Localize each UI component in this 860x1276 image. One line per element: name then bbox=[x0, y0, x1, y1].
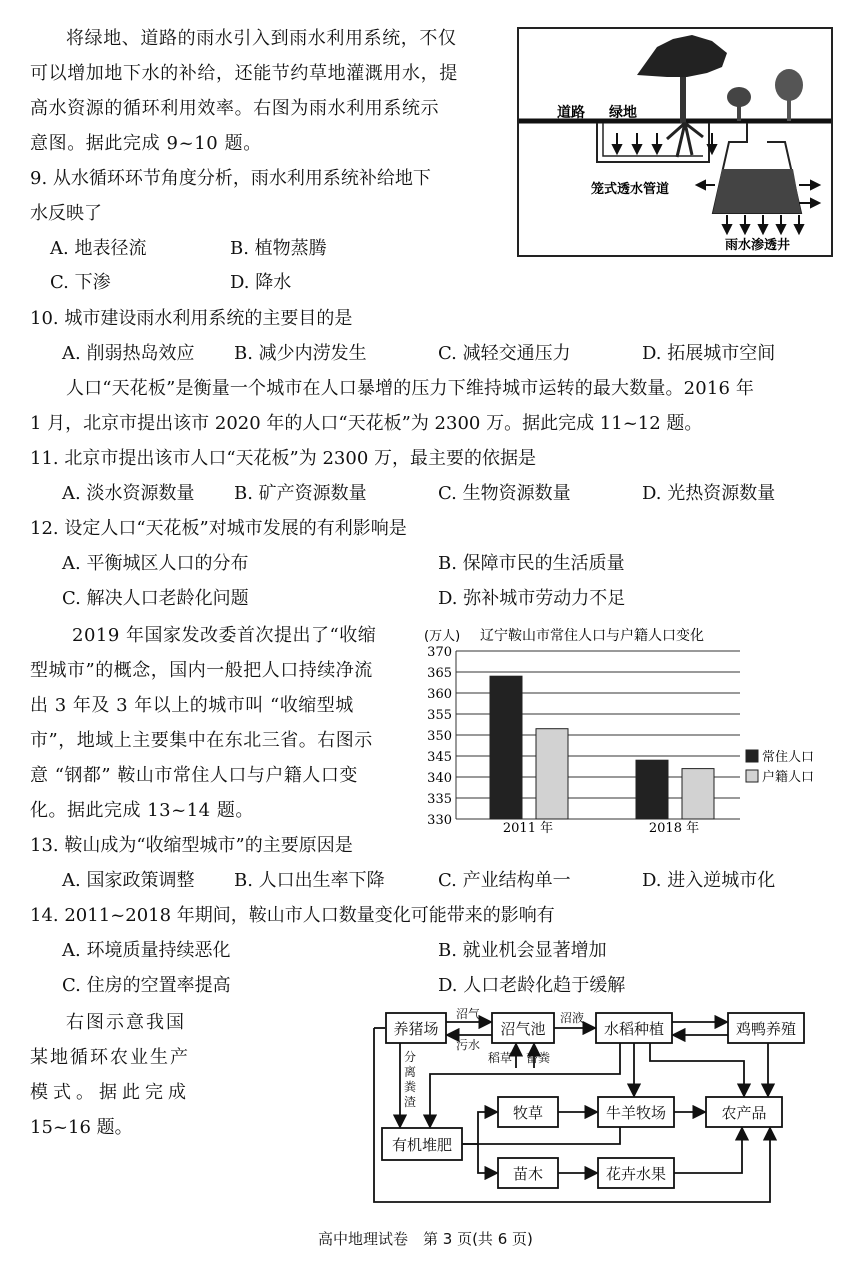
node-rice: 水稻种植 bbox=[603, 1020, 665, 1038]
q9-option-b[interactable]: B. 植物蒸腾 bbox=[230, 238, 327, 259]
chart-legend-swatch bbox=[746, 770, 758, 782]
chart-ytick-label: 345 bbox=[427, 750, 452, 765]
edge-separate-4: 渣 bbox=[404, 1095, 417, 1109]
q12-option-a[interactable]: A. 平衡城区人口的分布 bbox=[62, 553, 249, 574]
q9-option-a[interactable]: A. 地表径流 bbox=[50, 238, 147, 259]
intro3-line6: 化。据此完成 13~14 题。 bbox=[30, 800, 254, 821]
edge-separate-2: 离 bbox=[404, 1065, 417, 1079]
q13-option-c[interactable]: C. 产业结构单一 bbox=[438, 870, 571, 891]
intro2-line1: 人口“天花板”是衡量一个城市在人口暴增的压力下维持城市运转的最大数量。2016 年 bbox=[66, 378, 755, 399]
intro4-line2: 某地循环农业生产 bbox=[30, 1047, 190, 1068]
q11-option-c[interactable]: C. 生物资源数量 bbox=[438, 483, 571, 504]
label-road: 道路 bbox=[557, 105, 585, 121]
edge-separate-1: 分 bbox=[404, 1050, 417, 1064]
chart-ytick-label: 365 bbox=[427, 666, 452, 681]
intro1-line2: 可以增加地下水的补给，还能节约草地灌溉用水，提 bbox=[30, 63, 458, 84]
chart-ytick-label: 355 bbox=[427, 708, 452, 723]
q12-option-d[interactable]: D. 弥补城市劳动力不足 bbox=[438, 588, 626, 609]
q10-option-a[interactable]: A. 削弱热岛效应 bbox=[62, 343, 195, 364]
chart-ytick-label: 350 bbox=[427, 729, 452, 744]
q14-stem: 14. 2011~2018 年期间，鞍山市人口数量变化可能带来的影响有 bbox=[30, 905, 555, 926]
chart-ytick-label: 335 bbox=[427, 792, 452, 807]
label-pipe: 笼式透水管道 bbox=[591, 182, 670, 197]
q12-option-b[interactable]: B. 保障市民的生活质量 bbox=[438, 553, 625, 574]
chart-ytick-label: 330 bbox=[427, 813, 452, 828]
chart-legend-swatch bbox=[746, 750, 758, 762]
edge-separate-3: 粪 bbox=[404, 1080, 417, 1094]
chart-bar bbox=[490, 676, 522, 819]
chart-xtick-label: 2018 年 bbox=[648, 821, 700, 834]
q14-option-b[interactable]: B. 就业机会显著增加 bbox=[438, 940, 607, 961]
node-fruit: 花卉水果 bbox=[605, 1165, 667, 1183]
intro2-line2: 1 月，北京市提出该市 2020 年的人口“天花板”为 2300 万。据此完成 11~12 题。 bbox=[30, 413, 703, 434]
node-cattle: 牛羊牧场 bbox=[605, 1104, 667, 1122]
chart-title: 辽宁鞍山市常住人口与户籍人口变化 bbox=[480, 628, 704, 644]
edge-sewage: 污水 bbox=[456, 1038, 481, 1052]
q11-option-a[interactable]: A. 淡水资源数量 bbox=[62, 483, 195, 504]
node-grass: 牧草 bbox=[512, 1104, 544, 1122]
intro4-line3: 模式。据此完成 bbox=[30, 1082, 191, 1103]
chart-xtick-label: 2011 年 bbox=[502, 821, 554, 834]
chart-legend-label: 常住人口 bbox=[762, 750, 815, 765]
node-biogas: 沼气池 bbox=[500, 1020, 546, 1038]
intro1-line4: 意图。据此完成 9~10 题。 bbox=[30, 133, 262, 154]
q10-option-b[interactable]: B. 减少内涝发生 bbox=[234, 343, 367, 364]
node-pig: 养猪场 bbox=[393, 1020, 439, 1038]
chart-ytick-label: 360 bbox=[427, 687, 452, 702]
intro4-line4: 15~16 题。 bbox=[30, 1117, 133, 1138]
intro3-line3: 出 3 年及 3 年以上的城市叫 “收缩型城 bbox=[30, 695, 354, 716]
node-product: 农产品 bbox=[721, 1104, 767, 1122]
edge-manure: 畜粪 bbox=[526, 1051, 551, 1065]
q13-option-b[interactable]: B. 人口出生率下降 bbox=[234, 870, 385, 891]
q11-option-d[interactable]: D. 光热资源数量 bbox=[642, 483, 776, 504]
chart-ytick-label: 370 bbox=[427, 645, 452, 660]
edge-gas: 沼气 bbox=[456, 1007, 481, 1021]
node-seedling: 苗木 bbox=[512, 1165, 544, 1183]
edge-slurry: 沼液 bbox=[560, 1011, 585, 1025]
chart-bar bbox=[536, 729, 568, 819]
intro4-line1: 右图示意我国 bbox=[66, 1012, 186, 1033]
intro3-line1: 2019 年国家发改委首次提出了“收缩 bbox=[72, 625, 377, 646]
q9-option-c[interactable]: C. 下渗 bbox=[50, 272, 111, 293]
q13-option-d[interactable]: D. 进入逆城市化 bbox=[642, 870, 776, 891]
node-duck: 鸡鸭养殖 bbox=[735, 1020, 797, 1038]
edge-straw: 稻草 bbox=[488, 1051, 513, 1065]
q11-stem: 11. 北京市提出该市人口“天花板”为 2300 万，最主要的依据是 bbox=[30, 448, 537, 469]
chart-bar bbox=[682, 769, 714, 819]
q9-stem-line1: 9. 从水循环环节角度分析，雨水利用系统补给地下 bbox=[30, 168, 431, 189]
intro3-line4: 市”，地域上主要集中在东北三省。右图示 bbox=[30, 730, 373, 751]
q9-stem-line2: 水反映了 bbox=[30, 203, 102, 224]
rainwater-system-figure bbox=[517, 27, 833, 257]
q9-option-d[interactable]: D. 降水 bbox=[230, 272, 292, 293]
circular-agriculture-diagram bbox=[370, 1006, 810, 1206]
q10-option-c[interactable]: C. 减轻交通压力 bbox=[438, 343, 571, 364]
node-compost: 有机堆肥 bbox=[391, 1136, 453, 1154]
q12-stem: 12. 设定人口“天花板”对城市发展的有利影响是 bbox=[30, 518, 407, 539]
label-well: 雨水渗透井 bbox=[725, 238, 791, 253]
q13-option-a[interactable]: A. 国家政策调整 bbox=[62, 870, 195, 891]
intro3-line5: 意 “钢都” 鞍山市常住人口与户籍人口变 bbox=[30, 765, 358, 786]
q14-option-c[interactable]: C. 住房的空置率提高 bbox=[62, 975, 231, 996]
label-green: 绿地 bbox=[609, 105, 637, 121]
q13-stem: 13. 鞍山成为“收缩型城市”的主要原因是 bbox=[30, 835, 353, 856]
q10-stem: 10. 城市建设雨水利用系统的主要目的是 bbox=[30, 308, 353, 329]
intro3-line2: 型城市”的概念，国内一般把人口持续净流 bbox=[30, 660, 373, 681]
chart-bar bbox=[636, 760, 668, 819]
q14-option-a[interactable]: A. 环境质量持续恶化 bbox=[62, 940, 231, 961]
page-footer: 高中地理试卷 第 3 页(共 6 页) bbox=[318, 1230, 533, 1248]
chart-ylabel: (万人) bbox=[424, 629, 461, 644]
q10-option-d[interactable]: D. 拓展城市空间 bbox=[642, 343, 776, 364]
q14-option-d[interactable]: D. 人口老龄化趋于缓解 bbox=[438, 975, 626, 996]
q11-option-b[interactable]: B. 矿产资源数量 bbox=[234, 483, 367, 504]
population-bar-chart bbox=[422, 624, 834, 834]
intro1-line1: 将绿地、道路的雨水引入到雨水利用系统，不仅 bbox=[66, 28, 457, 49]
q12-option-c[interactable]: C. 解决人口老龄化问题 bbox=[62, 588, 249, 609]
chart-legend-label: 户籍人口 bbox=[762, 770, 815, 785]
intro1-line3: 高水资源的循环利用效率。右图为雨水利用系统示 bbox=[30, 98, 440, 119]
chart-ytick-label: 340 bbox=[427, 771, 452, 786]
